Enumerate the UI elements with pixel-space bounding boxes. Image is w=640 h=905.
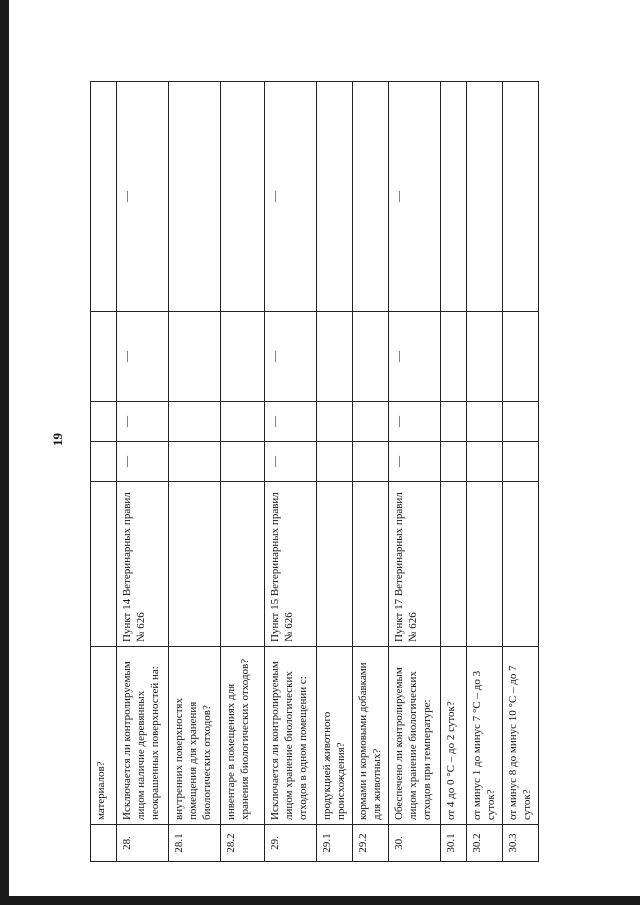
no-cell: — xyxy=(117,402,169,442)
note-cell: — xyxy=(265,82,317,312)
row-number: 29.1 xyxy=(317,825,353,862)
page-number: 19 xyxy=(50,433,65,446)
rotated-table-container xyxy=(90,82,630,862)
yes-cell xyxy=(467,442,503,482)
question-cell: от минус 8 до минус 10 °С – до 7 суток? xyxy=(503,647,539,825)
no-cell xyxy=(353,402,389,442)
not-applicable-cell xyxy=(91,312,117,402)
question-cell: продукцией животного происхождения? xyxy=(317,647,353,825)
not-applicable-cell xyxy=(441,312,467,402)
reference-cell: Пункт 17 Ветеринарных правил № 626 xyxy=(389,482,441,647)
row-number: 28.1 xyxy=(169,825,221,862)
table-row xyxy=(117,82,169,862)
not-applicable-cell xyxy=(317,312,353,402)
yes-cell xyxy=(441,442,467,482)
scan-bottom-edge xyxy=(0,896,640,905)
table-row xyxy=(353,82,389,862)
reference-cell xyxy=(353,482,389,647)
question-cell: инвентаре в помещениях для хранения биологических отходов? xyxy=(221,647,265,825)
no-cell xyxy=(221,402,265,442)
no-cell: — xyxy=(389,402,441,442)
reference-cell xyxy=(221,482,265,647)
no-cell: — xyxy=(265,402,317,442)
not-applicable-cell xyxy=(221,312,265,402)
yes-cell: — xyxy=(389,442,441,482)
table-row xyxy=(265,82,317,862)
reference-cell xyxy=(317,482,353,647)
yes-cell xyxy=(91,442,117,482)
row-number: 30.3 xyxy=(503,825,539,862)
note-cell xyxy=(467,82,503,312)
question-cell: материалов? xyxy=(91,647,117,825)
not-applicable-cell xyxy=(353,312,389,402)
yes-cell xyxy=(221,442,265,482)
note-cell xyxy=(317,82,353,312)
yes-cell xyxy=(353,442,389,482)
question-cell: Исключается ли контролируемым лицом наличие деревянных неокрашенных поверхностей на: xyxy=(117,647,169,825)
reference-cell xyxy=(467,482,503,647)
table-row xyxy=(169,82,221,862)
question-cell: кормами и кормовыми добавками для животных? xyxy=(353,647,389,825)
note-cell: — xyxy=(389,82,441,312)
table-row xyxy=(389,82,441,862)
note-cell xyxy=(169,82,221,312)
question-cell: Обеспечено ли контролируемым лицом хранение биологических отходов при температуре: xyxy=(389,647,441,825)
question-cell: от 4 до 0 °С – до 2 суток? xyxy=(441,647,467,825)
reference-cell xyxy=(503,482,539,647)
row-number: 30. xyxy=(389,825,441,862)
not-applicable-cell xyxy=(467,312,503,402)
yes-cell xyxy=(503,442,539,482)
row-number xyxy=(91,825,117,862)
no-cell xyxy=(317,402,353,442)
note-cell: — xyxy=(117,82,169,312)
not-applicable-cell xyxy=(169,312,221,402)
table-row xyxy=(467,82,503,862)
checklist-table xyxy=(90,81,539,862)
row-number: 28. xyxy=(117,825,169,862)
note-cell xyxy=(503,82,539,312)
table-row xyxy=(441,82,467,862)
no-cell xyxy=(503,402,539,442)
row-number: 29. xyxy=(265,825,317,862)
yes-cell xyxy=(169,442,221,482)
note-cell xyxy=(353,82,389,312)
row-number: 28.2 xyxy=(221,825,265,862)
reference-cell xyxy=(91,482,117,647)
no-cell xyxy=(169,402,221,442)
note-cell xyxy=(91,82,117,312)
row-number: 30.1 xyxy=(441,825,467,862)
reference-cell xyxy=(441,482,467,647)
question-cell: внутренних поверхностях помещения для хранения биологических отходов? xyxy=(169,647,221,825)
note-cell xyxy=(221,82,265,312)
scan-left-edge xyxy=(0,0,9,905)
not-applicable-cell: — xyxy=(389,312,441,402)
table-row xyxy=(503,82,539,862)
no-cell xyxy=(91,402,117,442)
yes-cell: — xyxy=(117,442,169,482)
question-cell: от минус 1 до минус 7 °С – до 3 суток? xyxy=(467,647,503,825)
table-row xyxy=(91,82,117,862)
row-number: 29.2 xyxy=(353,825,389,862)
not-applicable-cell: — xyxy=(117,312,169,402)
not-applicable-cell: — xyxy=(265,312,317,402)
yes-cell xyxy=(317,442,353,482)
note-cell xyxy=(441,82,467,312)
no-cell xyxy=(441,402,467,442)
no-cell xyxy=(467,402,503,442)
yes-cell: — xyxy=(265,442,317,482)
table-row xyxy=(317,82,353,862)
reference-cell xyxy=(169,482,221,647)
reference-cell: Пункт 14 Ветеринарных правил № 626 xyxy=(117,482,169,647)
reference-cell: Пункт 15 Ветеринарных правил № 626 xyxy=(265,482,317,647)
question-cell: Исключается ли контролируемым лицом хранение биологических отходов в одном помещении с: xyxy=(265,647,317,825)
table-row xyxy=(221,82,265,862)
row-number: 30.2 xyxy=(467,825,503,862)
not-applicable-cell xyxy=(503,312,539,402)
